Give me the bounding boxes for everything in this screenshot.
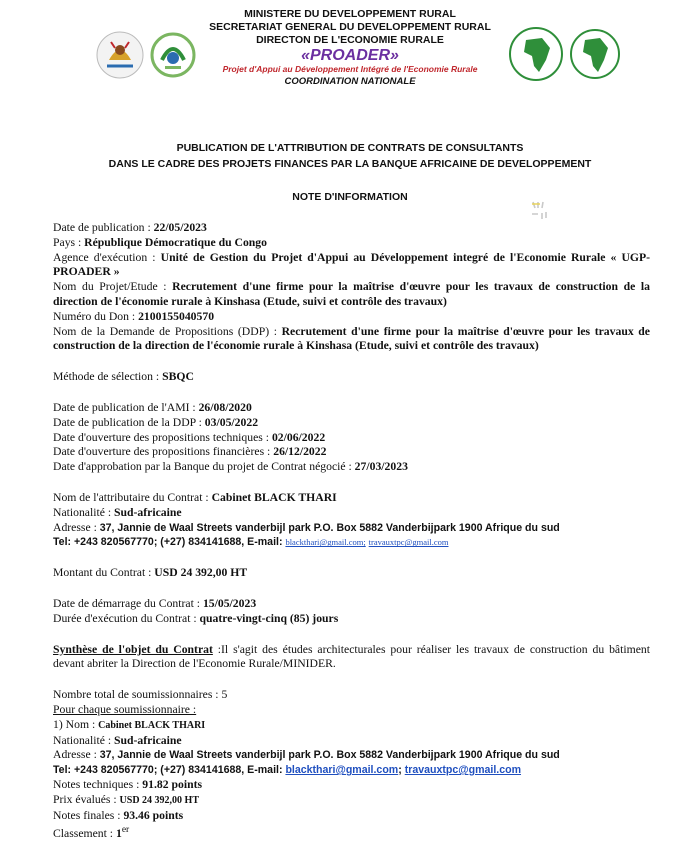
value: République Démocratique du Congo xyxy=(84,235,267,249)
email-link-1[interactable]: blackthari@gmail.com xyxy=(285,764,399,777)
value: 26/12/2022 xyxy=(273,445,327,459)
value: Cabinet BLACK THARI xyxy=(98,719,206,731)
per-bidder-heading: Pour chaque soumissionnaire : xyxy=(53,702,197,716)
value: Sud-africaine xyxy=(114,733,182,747)
label: Prix évalués : xyxy=(53,792,120,806)
afdb-logo-icon xyxy=(506,26,566,82)
value: 37, Jannie de Waal Streets vanderbijl park P.O. Box 5882 Vanderbijpark 1900 Afrique du sud xyxy=(99,521,560,534)
label: Agence d'exécution : xyxy=(53,250,161,264)
awardee-nationality-line xyxy=(53,506,650,521)
value: 15/05/2023 xyxy=(202,596,257,610)
ministry-line: MINISTERE DU DEVELOPPEMENT RURAL xyxy=(244,8,456,20)
ddp-line xyxy=(53,325,650,355)
proader-brand: «PROADER» xyxy=(301,47,399,64)
label: Montant du Contrat : xyxy=(53,566,155,580)
value: 91.82 points xyxy=(142,777,203,791)
label: Numéro du Don : xyxy=(53,309,139,323)
synthesis-paragraph xyxy=(53,643,650,673)
value: Recrutement d'une firme pour la maîtrise d'œuvre pour les travaux de construction de la direction de l'économie rurale à Kinshasa (Etude, suivi et contrôle des travaux) xyxy=(53,324,650,353)
label: Nationalité : xyxy=(53,505,115,519)
value: Unité de Gestion du Projet d'Appui au Développement integré de l'Economie Rurale « UGP-PROADER » xyxy=(53,250,651,279)
bidder-count-line: Nombre total de soumissionnaires : 5 xyxy=(53,688,228,702)
separator: ; xyxy=(398,764,405,777)
value: 93.46 points xyxy=(123,808,184,822)
awardee-contact-line xyxy=(53,535,650,550)
label: Notes techniques : xyxy=(53,777,143,791)
tech-score-line xyxy=(53,778,650,793)
approval-date-line xyxy=(53,460,650,475)
label: Date de publication de la DDP : xyxy=(53,415,205,429)
price-line xyxy=(53,793,650,809)
value: 2100155040570 xyxy=(138,309,215,323)
label: Adresse : xyxy=(53,748,100,762)
coordination-line: COORDINATION NATIONALE xyxy=(284,76,416,87)
email-link-2[interactable]: travauxtpc@gmail.com xyxy=(368,537,449,548)
secretariat-line: SECRETARIAT GENERAL DU DEVELOPPEMENT RURAL xyxy=(209,21,491,33)
agency-line xyxy=(53,251,650,281)
email-link-2[interactable]: travauxtpc@gmail.com xyxy=(404,764,522,777)
start-date-line xyxy=(53,597,650,612)
ranking-line xyxy=(53,823,650,842)
value: USD 24 392,00 HT xyxy=(119,794,199,806)
stamp-mark-icon xyxy=(530,200,554,222)
method-line xyxy=(53,370,650,385)
label: Nom de l'attributaire du Contrat : xyxy=(53,490,212,504)
label: Nom du Projet/Etude : xyxy=(53,280,173,294)
label: Nationalité : xyxy=(53,733,115,747)
synthesis-text: :Il s'agit des études architecturales pour réaliser les travaux de construction du bâtiment devant abriter la Direction de l'Economie Rurale/MINIDER. xyxy=(53,642,650,671)
value: Recrutement d'une firme pour la maîtrise d'œuvre pour les travaux de construction de la direction de l'économie rurale à Kinshasa (Etude, suivi et contrôle des travaux) xyxy=(53,280,650,308)
ddp-date-line xyxy=(53,416,650,431)
bidder-name-line xyxy=(53,718,650,734)
label: Date d'ouverture des propositions techniques : xyxy=(53,430,272,444)
value: 1 xyxy=(115,827,122,841)
document-body xyxy=(53,221,650,842)
tech-open-date-line xyxy=(53,431,650,446)
value: Cabinet BLACK THARI xyxy=(211,490,337,504)
title-line-1: PUBLICATION DE L'ATTRIBUTION DE CONTRATS DE CONSULTANTS xyxy=(176,142,524,154)
superscript: er xyxy=(121,825,130,836)
awardee-name-line xyxy=(53,491,650,506)
label: Pays : xyxy=(53,235,85,249)
value: Sud-africaine xyxy=(114,505,182,519)
label: Adresse : xyxy=(53,520,100,534)
proader-logo-icon xyxy=(150,32,196,78)
label: Date d'ouverture des propositions financières : xyxy=(53,445,274,459)
africa-map-icon xyxy=(568,28,622,80)
label: Classement : xyxy=(53,827,116,841)
bidder-address-line xyxy=(53,748,650,763)
label: Méthode de sélection : xyxy=(53,370,163,384)
value: quatre-vingt-cinq (85) jours xyxy=(199,611,339,625)
country-line xyxy=(53,236,650,251)
label: Date de publication de l'AMI : xyxy=(53,400,199,414)
title-line-2: DANS LE CADRE DES PROJETS FINANCES PAR LA BANQUE AFRICAINE DE DEVELOPPEMENT xyxy=(108,158,592,170)
coat-of-arms-icon xyxy=(95,30,145,80)
value: 22/05/2023 xyxy=(153,221,207,234)
label: Date d'approbation par la Banque du projet de Contrat négocié : xyxy=(53,460,355,474)
value: SBQC xyxy=(162,370,194,384)
phone-text: Tel: +243 820567770; (+27) 834141688, E-mail: xyxy=(53,536,286,549)
email-link-1[interactable]: blackthari@gmail.com; xyxy=(285,537,366,548)
final-score-line xyxy=(53,809,650,824)
phone-text: Tel: +243 820567770; (+27) 834141688, E-mail: xyxy=(53,764,286,777)
value: 26/08/2020 xyxy=(198,400,252,414)
bidder-nationality-line xyxy=(53,734,650,749)
value: 27/03/2023 xyxy=(354,460,408,474)
awardee-address-line xyxy=(53,521,650,536)
bidder-contact-line xyxy=(53,763,650,778)
publication-title xyxy=(0,140,700,172)
note-title: NOTE D'INFORMATION xyxy=(292,191,408,203)
fin-open-date-line xyxy=(53,445,650,460)
value: 02/06/2022 xyxy=(271,430,326,444)
label: Date de publication : xyxy=(53,221,154,234)
label: Nom de la Demande de Propositions (DDP) : xyxy=(53,324,282,338)
direction-line: DIRECTON DE L'ECONOMIE RURALE xyxy=(256,34,444,46)
label: Durée d'exécution du Contrat : xyxy=(53,611,200,625)
project-line xyxy=(53,280,650,310)
value: USD 24 392,00 HT xyxy=(154,566,248,580)
project-subtitle: Projet d'Appui au Développement Intégré de l'Economie Rurale xyxy=(222,64,478,74)
duration-line xyxy=(53,612,650,627)
value: 37, Jannie de Waal Streets vanderbijl park P.O. Box 5882 Vanderbijpark 1900 Afrique du sud xyxy=(99,749,560,762)
label: Date de démarrage du Contrat : xyxy=(53,596,203,610)
label: 1) Nom : xyxy=(53,717,99,731)
amount-line xyxy=(53,566,650,581)
label: Notes finales : xyxy=(53,808,124,822)
ami-date-line xyxy=(53,401,650,416)
pub-date-line xyxy=(53,221,650,236)
value: 03/05/2022 xyxy=(204,415,259,429)
grant-number-line xyxy=(53,310,650,325)
synthesis-label: Synthèse de l'objet du Contrat xyxy=(53,642,213,656)
